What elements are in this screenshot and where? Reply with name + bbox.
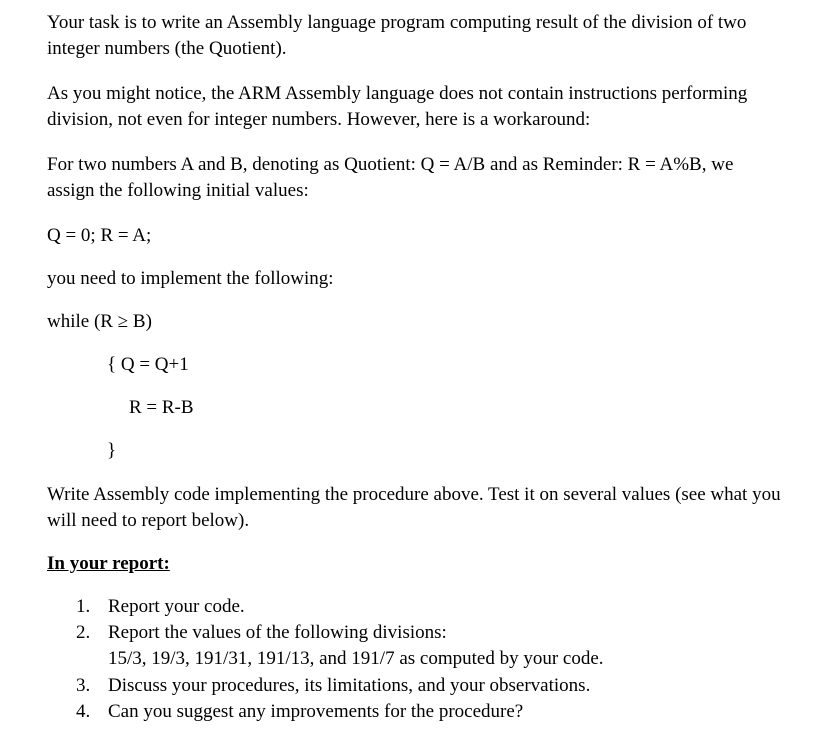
initial-values: Q = 0; R = A;: [47, 225, 152, 246]
report-item-continuation: 15/3, 19/3, 191/31, 191/13, and 191/7 as computed by your code.: [108, 648, 604, 669]
list-number: 3.: [76, 675, 91, 696]
while-condition: while (R ≥ B): [47, 311, 152, 332]
list-number: 4.: [76, 701, 91, 722]
report-item: [76, 699, 523, 725]
list-text: Report your code.: [108, 596, 245, 617]
report-heading: In your report:: [47, 553, 170, 574]
loop-body-line-2: R = R-B: [129, 397, 194, 418]
definition-line-1: For two numbers A and B, denoting as Quotient: Q = A/B and as Reminder: R = A%B, we: [47, 154, 734, 175]
report-item: [76, 620, 447, 646]
implement-instruction: you need to implement the following:: [47, 268, 334, 289]
intro-line-1: Your task is to write an Assembly language program computing result of the division of two: [47, 12, 747, 33]
loop-close-brace: }: [107, 440, 117, 461]
arm-note-line-2: division, not even for integer numbers. However, here is a workaround:: [47, 109, 591, 130]
intro-line-2: integer numbers (the Quotient).: [47, 38, 287, 59]
definition-line-2: assign the following initial values:: [47, 180, 309, 201]
arm-note-line-1: As you might notice, the ARM Assembly language does not contain instructions performing: [47, 83, 748, 104]
task-line-2: will need to report below).: [47, 510, 250, 531]
loop-body-line-1: { Q = Q+1: [107, 354, 189, 375]
list-number: 2.: [76, 622, 91, 643]
report-item: [76, 594, 245, 620]
report-item: [76, 673, 590, 699]
list-text: Can you suggest any improvements for the procedure?: [108, 701, 524, 722]
list-number: 1.: [76, 596, 91, 617]
task-line-1: Write Assembly code implementing the procedure above. Test it on several values (see what you: [47, 484, 781, 505]
list-text: Report the values of the following divisions:: [108, 622, 447, 643]
list-text: Discuss your procedures, its limitations, and your observations.: [108, 675, 591, 696]
